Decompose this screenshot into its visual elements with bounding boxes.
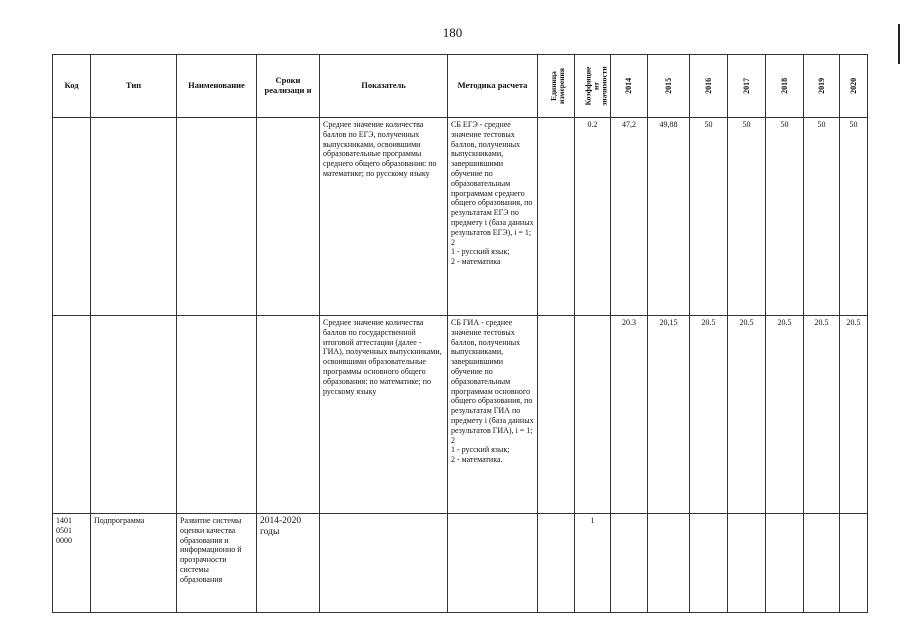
cell-name [177,118,257,316]
cell-coef: 0.2 [575,118,611,316]
header-year-label: 2017 [741,77,751,94]
header-year [840,55,868,118]
cell-terms [257,118,320,316]
cell-value: 20.5 [690,316,728,514]
cell-value: 20.5 [728,316,766,514]
table-row [53,514,868,613]
cell-value: 50 [766,118,804,316]
cell-value: 49,88 [648,118,690,316]
cell-value [690,514,728,613]
cell-method [448,514,538,613]
header-year [611,55,648,118]
header-year-label: 2018 [779,77,789,94]
indicators-table [52,54,868,613]
header-year [690,55,728,118]
cell-method: СБ ГИА - среднее значение тестовых баллов, полученных выпускниками, завершившими обучение по образовательным программам основного общего образования, по результатам ГИА по предмету i (база данных результатов ГИА), i = 1; 2 1 - русский язык; 2 - математика. [448,316,538,514]
header-type: Тип [91,55,177,118]
cell-terms: 2014-2020 годы [257,514,320,613]
cell-value: 50 [690,118,728,316]
cell-value [804,514,840,613]
cell-value: 50 [728,118,766,316]
header-unit [538,55,575,118]
header-code: Код [53,55,91,118]
cell-method: СБ ЕГЭ - среднее значение тестовых баллов, полученных выпускниками, завершившими обучение по образовательным программам среднего общего образования, по результатам ЕГЭ по предмету i (база данных результатов ЕГЭ), i = 1; 2 1 - русский язык; 2 - математика [448,118,538,316]
cell-coef: 1 [575,514,611,613]
cell-code: 1401 0501 0000 [53,514,91,613]
header-coef [575,55,611,118]
cell-value [766,514,804,613]
cell-value: 20.5 [804,316,840,514]
cell-coef [575,316,611,514]
cell-type [91,118,177,316]
cell-code [53,118,91,316]
cell-value: 47,2 [611,118,648,316]
header-year [766,55,804,118]
scan-edge-mark [898,24,900,64]
cell-name [177,316,257,514]
header-year-label: 2019 [816,77,826,94]
header-terms: Сроки реализаци и [257,55,320,118]
header-row [53,55,868,118]
cell-code [53,316,91,514]
header-indicator: Показатель [320,55,448,118]
table-row [53,316,868,514]
header-method: Методика расчета [448,55,538,118]
cell-type: Подпрограмма [91,514,177,613]
header-year-label: 2015 [663,77,673,94]
header-coef-label: Коэффицие нт значимости [583,65,609,106]
cell-terms [257,316,320,514]
cell-name: Развитие системы оценки качества образования и информационно й прозрачности системы образования [177,514,257,613]
cell-unit [538,514,575,613]
cell-value: 20.5 [840,316,868,514]
page-number: 180 [442,25,463,40]
cell-unit [538,316,575,514]
header-year-label: 2020 [848,77,858,94]
table-row [53,118,868,316]
cell-value: 20.3 [611,316,648,514]
cell-type [91,316,177,514]
cell-value: 20.5 [766,316,804,514]
cell-value: 20,15 [648,316,690,514]
cell-value: 50 [840,118,868,316]
cell-value [611,514,648,613]
cell-value [648,514,690,613]
cell-value [728,514,766,613]
header-unit-label: Единица измерения [548,67,566,104]
header-name: Наименование [177,55,257,118]
cell-unit [538,118,575,316]
header-year [804,55,840,118]
header-year [648,55,690,118]
cell-indicator: Среднее значение количества баллов по государственной итоговой аттестации (далее - ГИА), полученных выпускниками, освоившими образовательные программы основного общего образования: по математике; по русскому языку [320,316,448,514]
header-year-label: 2014 [624,77,634,94]
cell-indicator [320,514,448,613]
cell-indicator: Среднее значение количества баллов по ЕГЭ, полученных выпускниками, освоившими образовательные программы среднего общего образования: по математике; по русскому языку [320,118,448,316]
cell-value [840,514,868,613]
header-year [728,55,766,118]
cell-value: 50 [804,118,840,316]
header-year-label: 2016 [703,77,713,94]
